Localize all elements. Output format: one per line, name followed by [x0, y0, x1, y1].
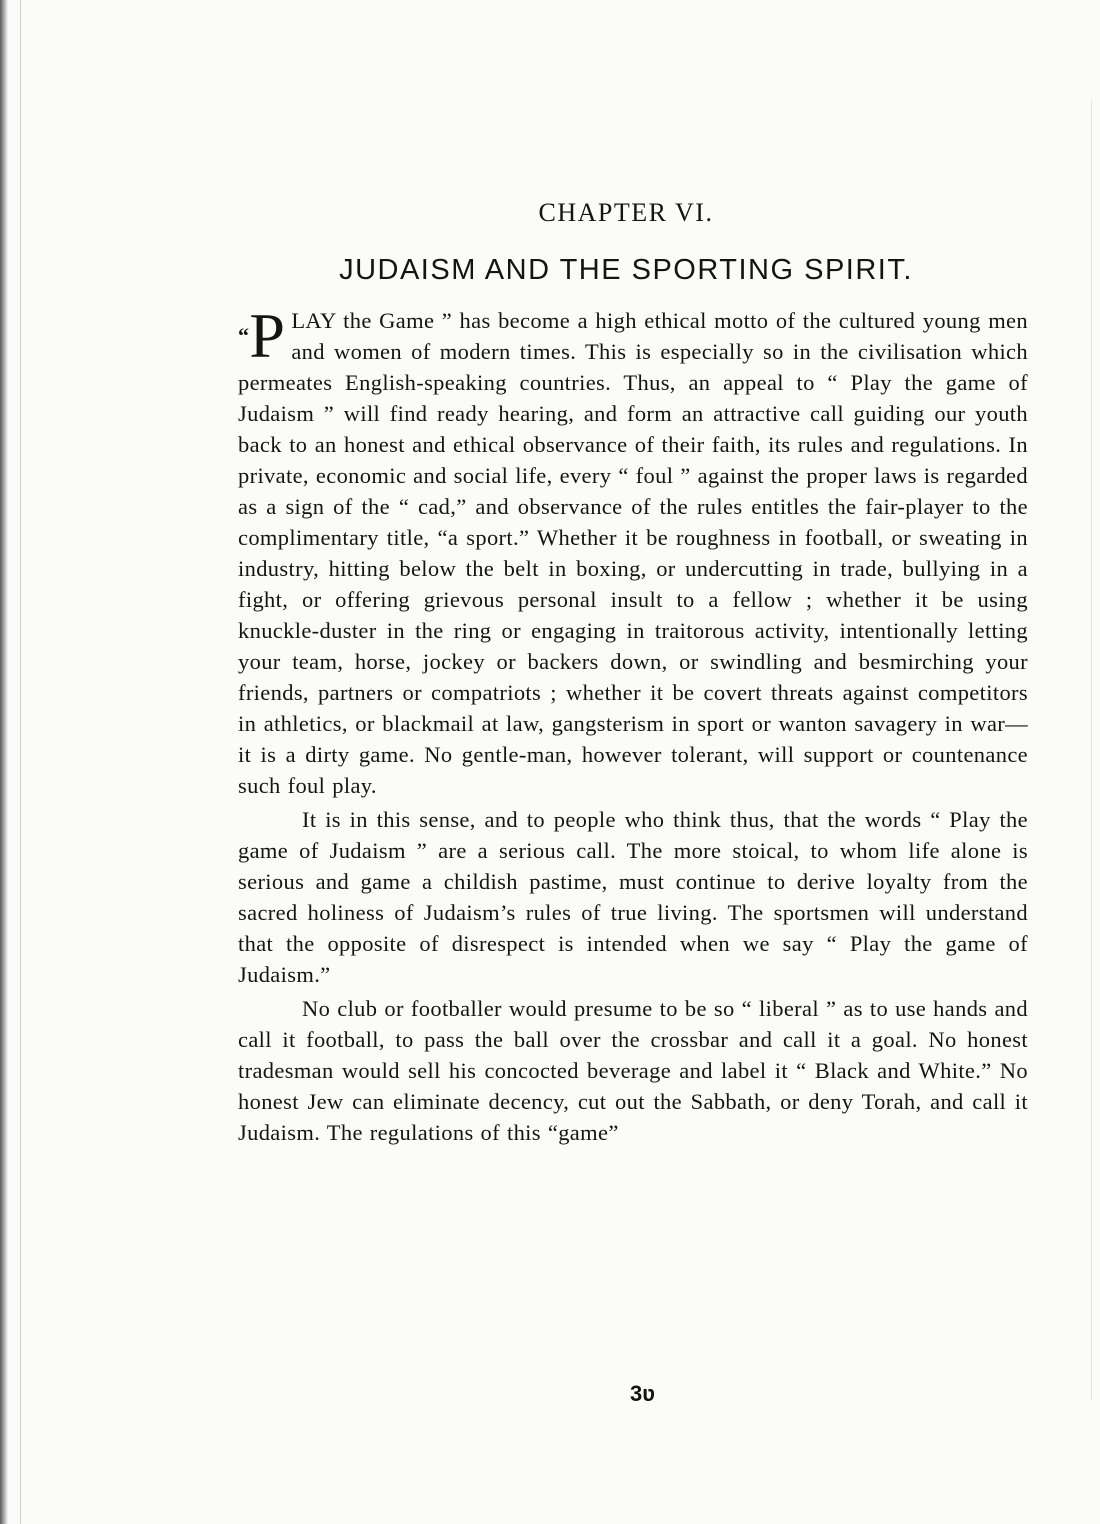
drop-cap: [238, 300, 286, 371]
chapter-title: JUDAISM AND THE SPORTING SPIRIT.: [339, 254, 913, 286]
page-edge-line: [20, 0, 21, 1524]
body-text: [238, 300, 1028, 1148]
paragraph-1: [238, 300, 1028, 801]
drop-cap-letter: P: [249, 300, 286, 371]
paragraph-2: It is in this sense, and to people who think thus, that the words “ Play the game of Judaism ” are a serious call. The more stoical, to whom life alone is serious and game a childish pastime, must continue to derive loyalty from the sacred holiness of Judaism’s rules of true living. The sportsmen will understand that the opposite of disrespect is intended when we say “ Play the game of Judaism.”: [238, 807, 1028, 987]
paragraph-1-text: LAY the Game ” has become a high ethical motto of the cultured young men and women of modern times. This is especially so in the civilisation which permeates English-speaking countries. Thus, an appeal to “ Play the game of Judaism ” will find ready hearing, and form an attractive call guiding our youth back to an honest and ethical observance of their faith, its rules and regulations. In private, economic and social life, every “ foul ” against the proper laws is regarded as a sign of the “ cad,” and observance of the rules entitles the fair-player to the complimentary title, “a sport.” Whether it be roughness in football, or sweating in industry, hitting below the belt in boxing, or undercutting in trade, bullying in a fight, or offering grievous personal insult to a fellow ; whether it be using knuckle-duster in the ring or engaging in traitorous activity, intentionally letting your team, horse, jockey or backers down, or swindling and besmirching your friends, partners or compatriots ; whether it be covert threats against competitors in athletics, or blackmail at law, gangsterism in sport or wanton savagery in war—it is a dirty game. No gentle-man, however tolerant, will support or countenance such foul play.: [238, 308, 1028, 798]
paragraph-3: No club or footballer would presume to be so “ liberal ” as to use hands and call it football, to pass the ball over the crossbar and call it a goal. No honest tradesman would sell his concocted beverage and label it “ Black and White.” No honest Jew can eliminate decency, cut out the Sabbath, or deny Torah, and call it Judaism. The regulations of this “game”: [238, 996, 1028, 1145]
opening-quote: “: [238, 323, 250, 348]
chapter-number: CHAPTER VI.: [538, 198, 714, 227]
binding-edge-shadow: [0, 0, 8, 1524]
page-number: 3ʋ: [630, 1381, 656, 1406]
right-page-edge: [1091, 100, 1092, 1400]
